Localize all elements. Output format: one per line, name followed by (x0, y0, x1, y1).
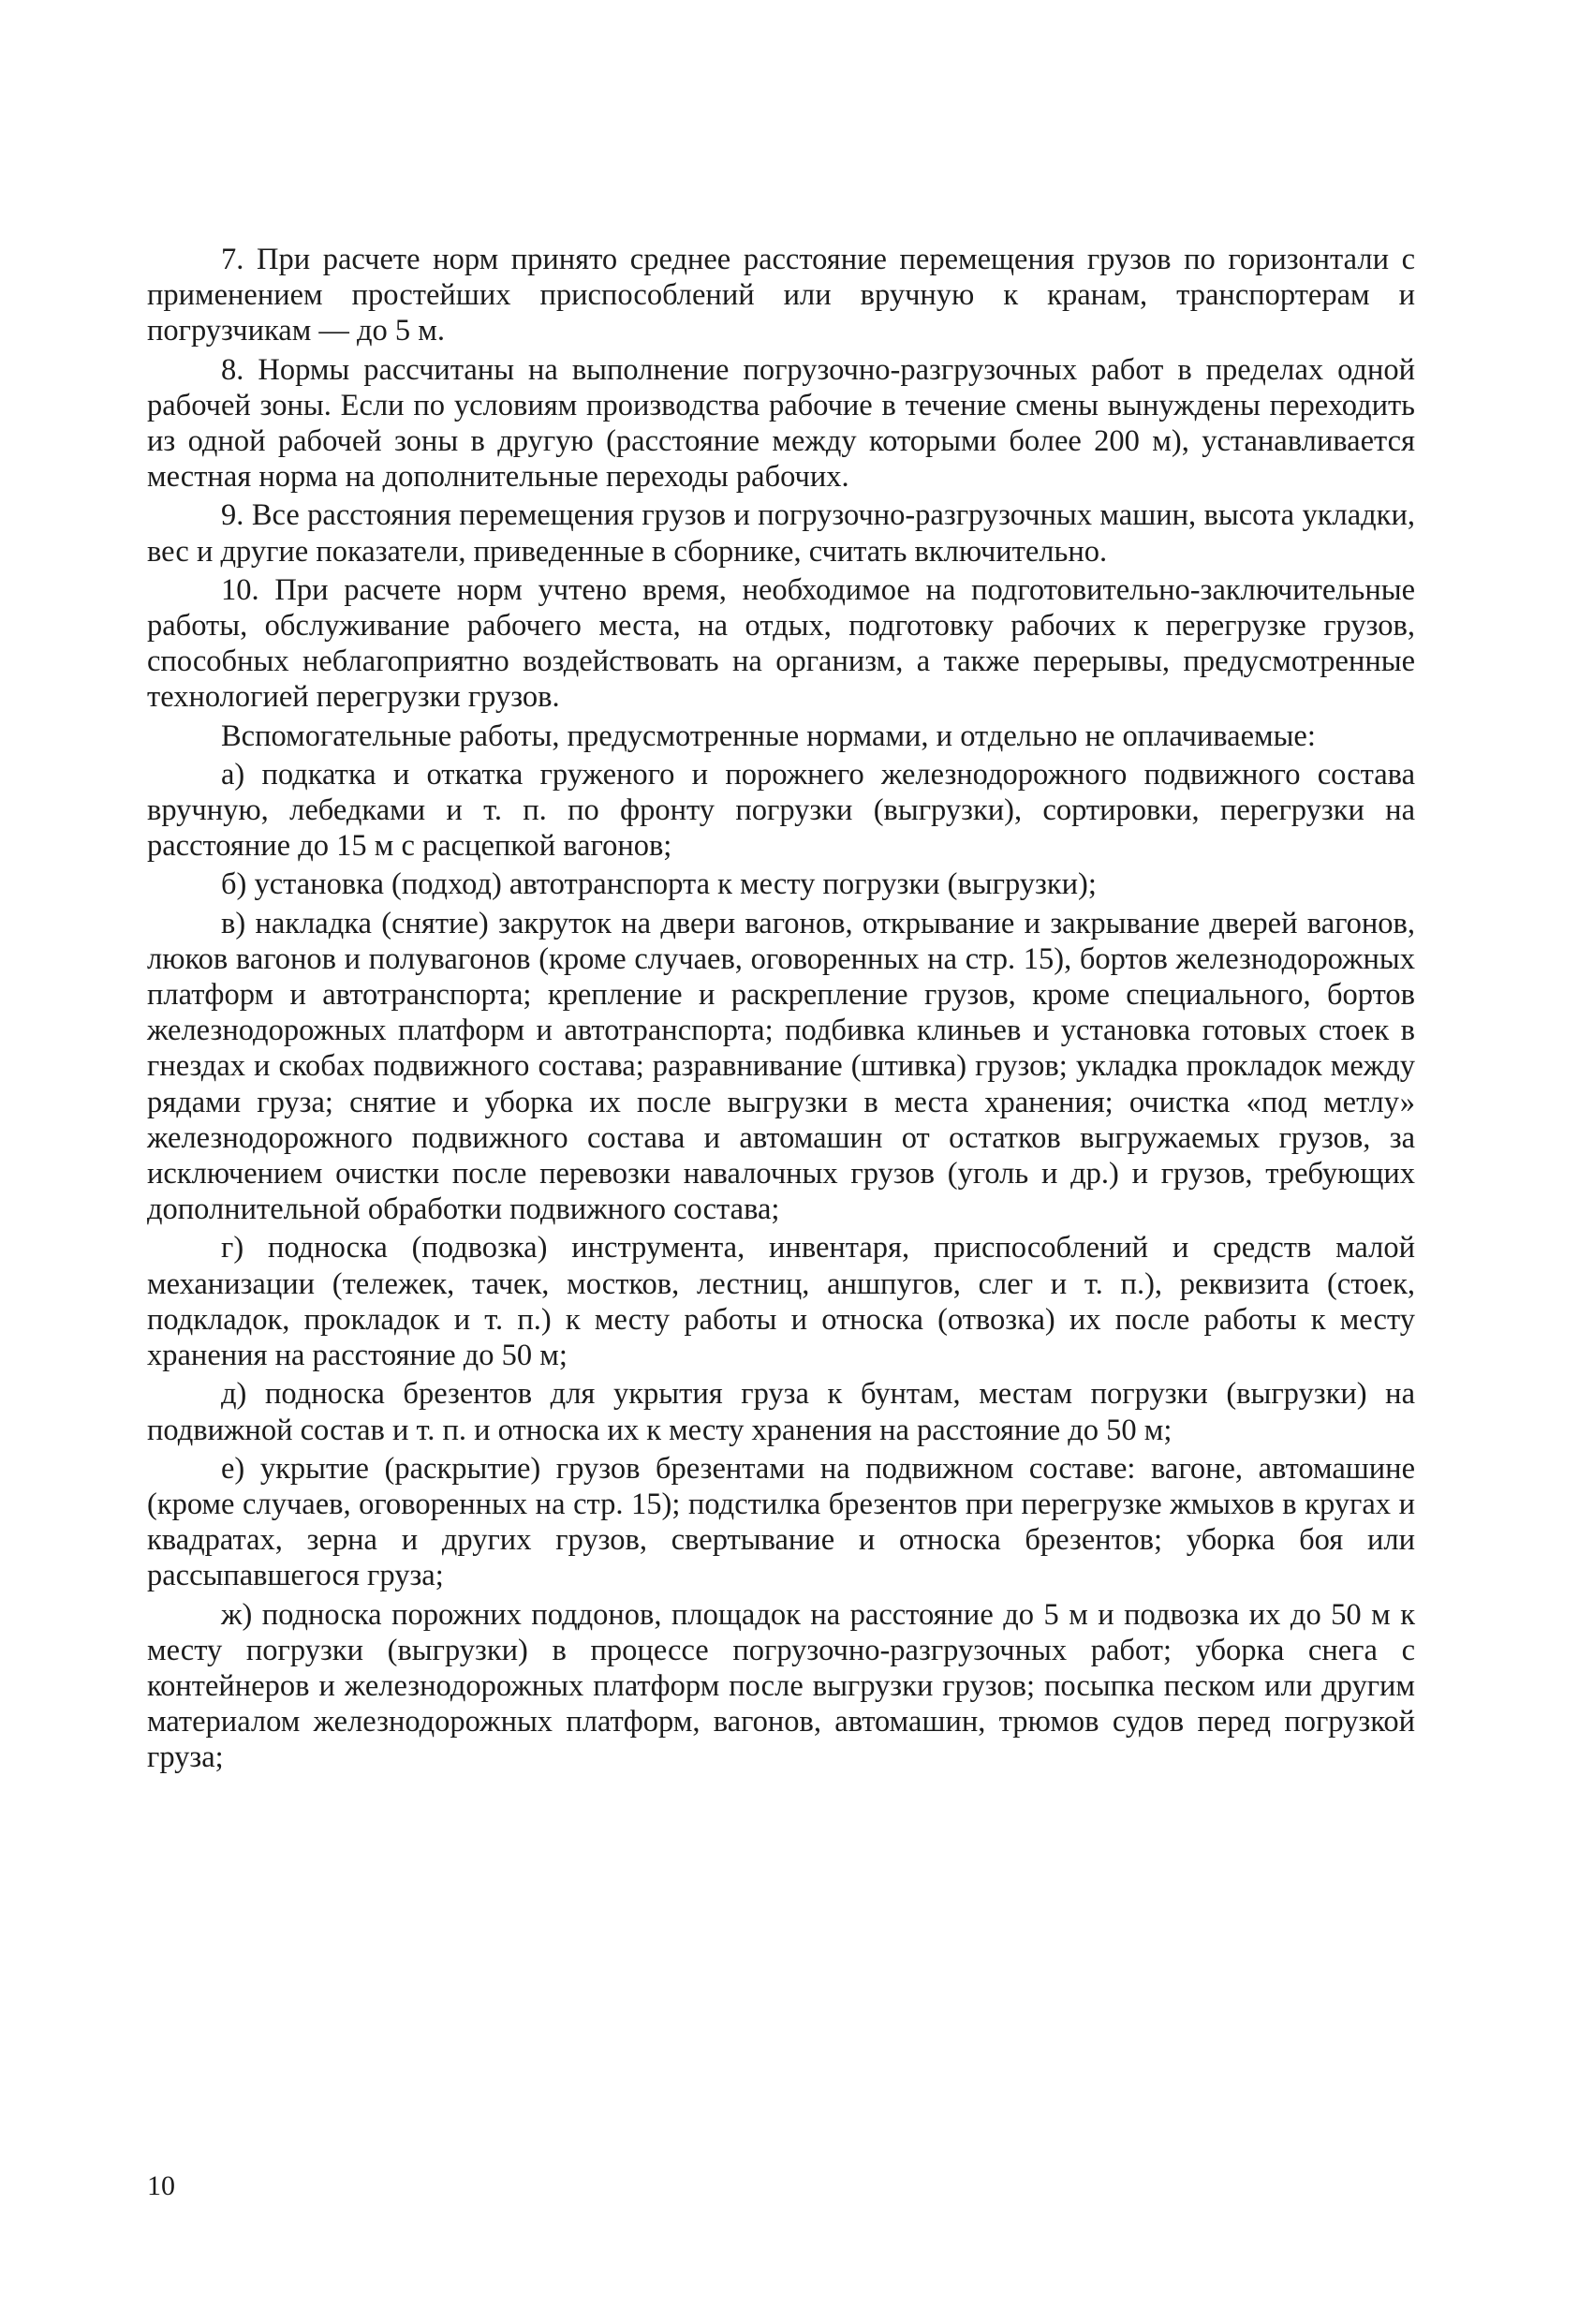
list-item-b: б) установка (подход) автотранспорта к месту погрузки (выгрузки); (221, 867, 1097, 902)
list-item-e: е) укрытие (раскрытие) грузов брезентами на подвижном составе: вагоне, автомашине (кроме случаев, оговоренных на стр. 15); подстилка брезентов при перегрузке жмыхов в кругах и квадратах, зерна и других грузов, свертывание и относка брезентов; уборка боя или рассыпавшегося груза; (147, 1451, 1415, 1593)
auxiliary-works-intro: Вспомогательные работы, предусмотренные нормами, и отдельно не оплачиваемые: (221, 718, 1316, 753)
paragraph-8: 8. Нормы рассчитаны на выполнение погрузочно-разгрузочных работ в пределах одной рабочей зоны. Если по условиям производства рабочие в течение смены вынуждены переходить из одной рабочей зоны в другую (расстояние между которыми более 200 м), устанавливается местная норма на дополнительные переходы рабочих. (147, 352, 1415, 495)
list-item-g: г) подноска (подвозка) инструмента, инвентаря, приспособлений и средств малой механизации (тележек, тачек, мостков, лестниц, аншпугов, слег и т. п.), реквизита (стоек, подкладок, прокладок и т. п.) к месту работы и относка (отвозка) их после работы к месту хранения на расстояние до 50 м; (147, 1231, 1415, 1373)
document-body (147, 242, 1415, 1776)
list-item-zh: ж) подноска порожних поддонов, площадок на расстояние до 5 м и подвозка их до 50 м к месту погрузки (выгрузки) в процессе погрузочно-разгрузочных работ; уборка снега с контейнеров и железнодорожных платформ после выгрузки грузов; посыпка песком или другим материалом железнодорожных платформ, вагонов, автомашин, трюмов судов перед погрузкой груза; (147, 1597, 1415, 1775)
paragraph-10: 10. При расчете норм учтено время, необходимое на подготовительно-заключительные работы, обслуживание рабочего места, на отдых, подготовку рабочих к перегрузке грузов, способных неблагоприятно воздействовать на организм, а также перерывы, предусмотренные технологией перегрузки грузов. (147, 572, 1415, 715)
page-number: 10 (147, 2170, 175, 2201)
paragraph-7: 7. При расчете норм принято среднее расстояние перемещения грузов по горизонтали с применением простейших приспособлений или вручную к кранам, транспортерам и погрузчикам — до 5 м. (147, 243, 1415, 348)
list-item-a: а) подкатка и откатка груженого и порожнего железнодорожного подвижного состава вручную, лебедками и т. п. по фронту погрузки (выгрузки), сортировки, перегрузки на расстояние до 15 м с расцепкой вагонов; (147, 757, 1415, 864)
list-item-d: д) подноска брезентов для укрытия груза к бунтам, местам погрузки (выгрузки) на подвижной состав и т. п. и относка их к месту хранения на расстояние до 50 м; (147, 1377, 1415, 1447)
list-item-v: в) накладка (снятие) закруток на двери вагонов, открывание и закрывание дверей вагонов, люков вагонов и полувагонов (кроме случаев, оговоренных на стр. 15), бортов железнодорожных платформ и автотранспорта; крепление и раскрепление грузов, кроме специального, бортов железнодорожных платформ и автотранспорта; подбивка клиньев и установка готовых стоек в гнездах и скобах подвижного состава; разравнивание (штивка) грузов; укладка прокладок между рядами груза; снятие и уборка их после выгрузки в места хранения; очистка «под метлу» железнодорожного подвижного состава и автомашин от остатков выгружаемых грузов, за исключением очистки после перевозки навалочных грузов (уголь и др.) и грузов, требующих дополнительной обработки подвижного состава; (147, 906, 1415, 1227)
paragraph-9: 9. Все расстояния перемещения грузов и погрузочно-разгрузочных машин, высота укладки, вес и другие показатели, приведенные в сборнике, считать включительно. (147, 498, 1415, 569)
